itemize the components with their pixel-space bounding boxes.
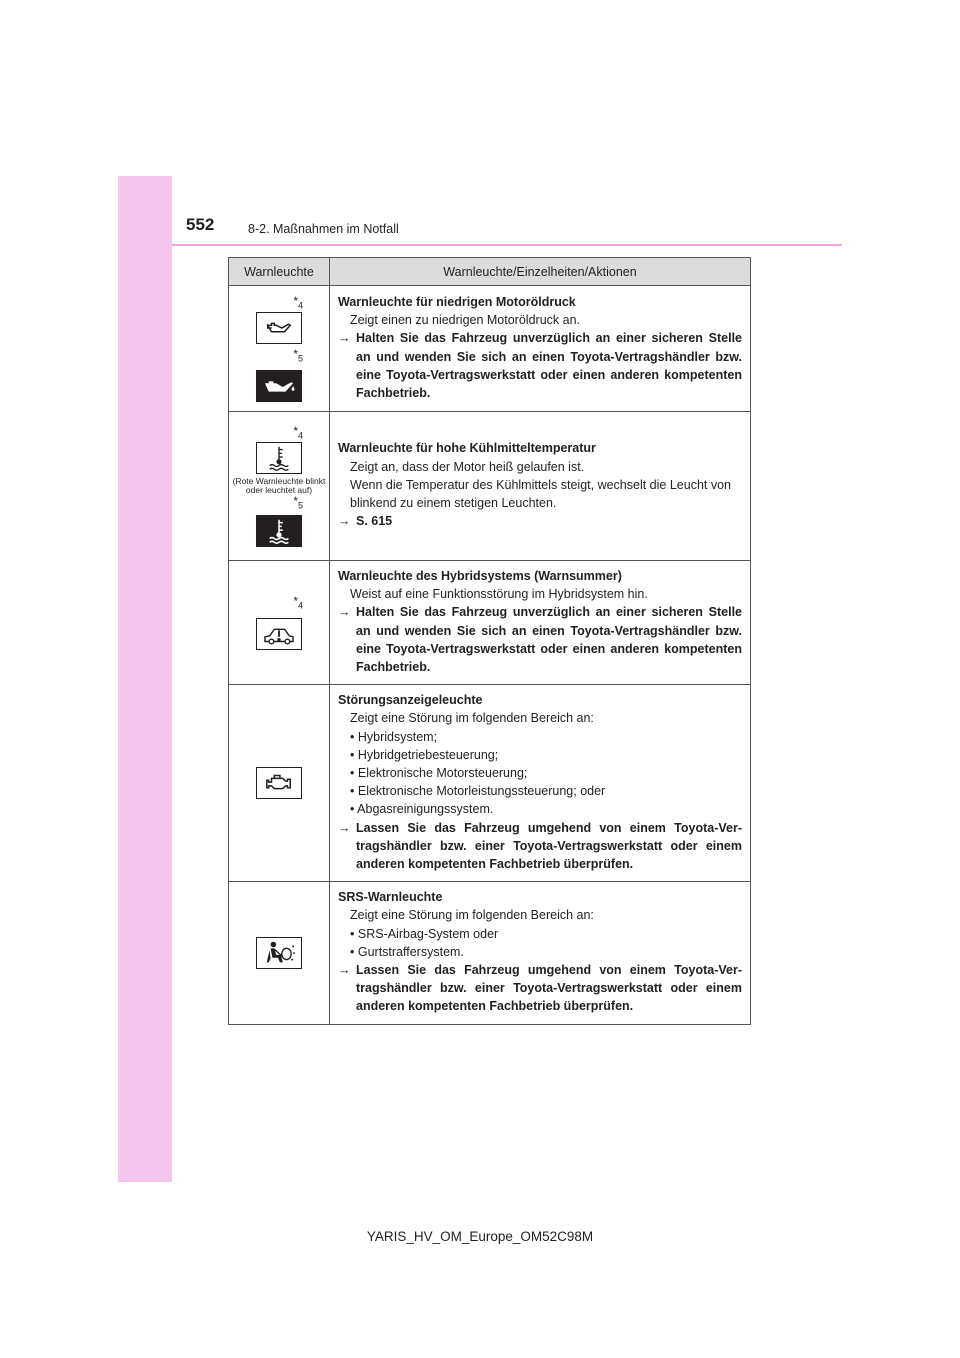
column-header-details: Warnleuchte/Einzelheiten/Aktionen	[330, 258, 751, 286]
coolant-temperature-icon-dark	[256, 515, 302, 547]
row-title: Warnleuchte des Hybridsystems (Warnsummer)	[338, 569, 622, 583]
footnote-marker: $*_5$	[293, 493, 303, 510]
row-title: SRS-Warnleuchte	[338, 890, 443, 905]
list-item: • Elektronische Motorleistungssteuerung; oder	[350, 784, 606, 799]
list-item: • Abgasreinigungssystem.	[350, 802, 494, 817]
row-title: Warnleuchte für hohe Kühlmitteltemperatur	[338, 441, 596, 456]
row-description: Zeigt eine Störung im folgenden Bereich an:	[350, 908, 594, 923]
table-row	[229, 286, 751, 412]
check-engine-icon	[256, 767, 302, 799]
list-item: • Elektronische Motorsteuerung;	[350, 766, 528, 781]
details-cell	[330, 412, 751, 561]
header-divider	[172, 244, 842, 246]
list-item: • SRS-Airbag-System oder	[350, 926, 499, 941]
table-row	[229, 882, 751, 1024]
srs-airbag-icon	[256, 937, 302, 969]
footnote-marker: $*_4$	[293, 424, 303, 441]
hybrid-system-icon	[256, 618, 302, 650]
warning-light-table	[228, 257, 751, 1025]
list-item: • Hybridgetriebesteuerung;	[350, 747, 499, 762]
arrow-icon: →	[338, 514, 351, 529]
coolant-note: (Rote Warnleuchte blinkt oder leuchtet auf)	[232, 475, 326, 495]
row-action: → S. 615	[338, 512, 742, 530]
row-action: → Lassen Sie das Fahrzeug umgehend von einem Toyota-Vertragshändler bzw. einer Toyota-Vertragswerkstatt oder einem anderen kompetenten Fachbetrieb überprüfen.	[338, 820, 742, 872]
row-description: Wenn die Temperatur des Kühlmittels steigt, wechselt die Leucht von blinkend zu einem stetigen Leuchten.	[350, 477, 731, 511]
details-cell	[330, 561, 751, 685]
arrow-icon: →	[338, 820, 351, 835]
arrow-icon: →	[338, 963, 351, 978]
icon-cell	[229, 882, 330, 1024]
coolant-temperature-icon	[256, 442, 302, 474]
arrow-icon: →	[338, 605, 351, 620]
oil-pressure-icon-dark	[256, 370, 302, 402]
table-header-row	[229, 258, 751, 286]
row-action: → Lassen Sie das Fahrzeug umgehend von einem Toyota-Vertragshändler bzw. einer Toyota-Vertragswerkstatt oder einem anderen kompetenten Fachbetrieb überprüfen.	[338, 963, 742, 1014]
section-title: 8-2. Maßnahmen im Notfall	[248, 222, 399, 236]
icon-cell	[229, 685, 330, 882]
row-title: Störungsanzeigeleuchte	[338, 693, 483, 708]
details-cell	[330, 882, 751, 1024]
icon-cell	[229, 561, 330, 685]
oil-pressure-icon	[256, 312, 302, 344]
icon-cell	[229, 286, 330, 412]
table-row	[229, 561, 751, 685]
table-row	[229, 685, 751, 882]
footnote-marker: $*_4$	[293, 294, 303, 311]
details-cell	[330, 685, 751, 882]
row-description: Zeigt einen zu niedrigen Motoröldruck an.	[350, 313, 580, 328]
list-item: • Gurtstraffersystem.	[350, 944, 464, 959]
row-action: → Halten Sie das Fahrzeug unverzüglich an einer sicheren Stelle an und wenden Sie sich an einen Toyota-Vertragshändler bzw. eine Toyota-Vertragswerkstatt oder einen anderen kompetenten Fachbetrieb.	[338, 605, 742, 675]
chapter-sidebar-tab	[118, 176, 172, 1182]
document-id: YARIS_HV_OM_Europe_OM52C98M	[366, 1229, 594, 1244]
row-description: Zeigt an, dass der Motor heiß gelaufen ist.	[350, 459, 585, 474]
details-cell	[330, 286, 751, 412]
footnote-marker: $*_4$	[293, 594, 303, 611]
table-row	[229, 412, 751, 561]
column-header-light: Warnleuchte	[229, 258, 330, 286]
row-action: → Halten Sie das Fahrzeug unverzüglich an einer sicheren Stelle an und wenden Sie sich an einen Toyota-Vertragshändler bzw. eine Toyota-Vertragswerkstatt oder einen anderen kompetenten Fachbetrieb.	[338, 331, 742, 400]
footnote-marker: $*_5$	[293, 346, 303, 363]
arrow-icon: →	[338, 331, 351, 346]
row-description: Weist auf eine Funktionsstörung im Hybridsystem hin.	[350, 587, 648, 602]
list-item: • Hybridsystem;	[350, 729, 438, 744]
icon-cell	[229, 412, 330, 561]
page-number: 552	[186, 215, 215, 234]
row-title: Warnleuchte für niedrigen Motoröldruck	[338, 294, 576, 309]
row-description: Zeigt eine Störung im folgenden Bereich an:	[350, 711, 594, 726]
